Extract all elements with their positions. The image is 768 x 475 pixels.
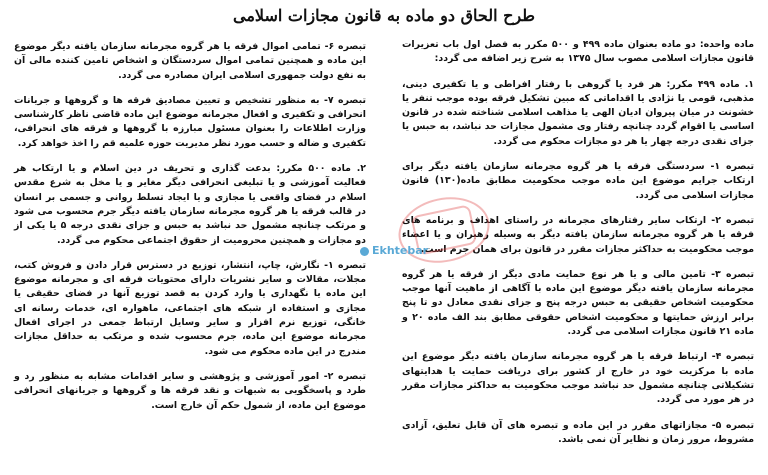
paragraph: تبصره ۳- تامین مالی و یا هر نوع حمایت مادی دیگر از فرقه یا هر گروه مجرمانه سازمان یافته دیگر موضوع این ماده با آگاهی از ماهیت آنها موجب محکومیت اشخاص حقیقی به حبس درجه پنج و جزای نقدی معادل دو تا پنج برابر ارزش حمایتها و محکومیت اشخاص حقوقی مطابق بند الف ماده ۲۰ و ماده ۲۱ قانون مجازات اسلامی می گردد. [402,268,754,338]
paragraph: تبصره ۱- سردستگی فرقه یا هر گروه مجرمانه سازمان یافته دیگر برای ارتکاب جرایم موضوع این ماده موجب محکومیت مطابق ماده(۱۳۰) قانون مجازات اسلامی می گردد. [402,161,754,201]
document-title: طرح الحاق دو ماده به قانون مجازات اسلامی [233,6,535,25]
paragraph: تبصره ۲- امور آموزشی و پژوهشی و سایر اقدامات مشابه به منظور رد و طرد و پاسخگویی به شبهات و نقد فرقه ها و گروهها و جریانهای انحرافی موضوع این ماده، از شمول حکم آن خارج است. [14,370,367,411]
paragraph: ۱. ماده ۴۹۹ مکرر: هر فرد یا گروهی با رفتار افراطی و یا تکفیری دینی، مذهبی، قومی یا نژادی یا اقداماتی که مبین تشکیل فرقه بوده موجب تنفر یا خشونت در میان پیروان ادیان الهی یا مذاهب اسلامی شناخته شده در قانون اساسی یا اقوام گردد چنانچه رفتار وی مشمول مجازات حد نباشد، به حبس یا جزای نقدی درجه چهار یا هر دو مجازات محکوم می گردد. [402,78,754,147]
paragraph: تبصره ۲- ارتکاب سایر رفتارهای مجرمانه در راستای اهداف و برنامه های فرقه یا هر گروه مجرمانه سازمان یافته دیگر به وسیله رهبران و یا اعضاء موجب محکومیت به حداکثر مجازات مقرر در قانون برای همان جرم است. [402,214,755,255]
paragraph: تبصره ۵- مجازاتهای مقرر در این ماده و تبصره های آن قابل تعلیق، آزادی مشروط، مرور زمان و نظایر آن نمی باشد. [402,419,754,445]
paragraph: ماده واحده: دو ماده بعنوان ماده ۴۹۹ و ۵۰۰ مکرر به فصل اول باب تعزیرات قانون مجازات اسلامی مصوب سال ۱۳۷۵ به شرح زیر اضافه می گردد: [402,39,755,65]
left-column [14,40,366,424]
logo-icon [360,247,369,256]
watermark-text: Ekhtebar [372,244,429,257]
paragraph: تبصره ۴- ارتباط فرقه یا هر گروه مجرمانه سازمان یافته دیگر موضوع این ماده با مرکزیت خود در خارج از کشور برای دریافت حمایت یا هدایتهای تشکیلاتی چنانچه مشمول حد نباشد موجب محکومیت به حداکثر مجازات مقرر در هر مورد می گردد. [402,351,754,406]
paragraph: تبصره ۶- تمامی اموال فرقه یا هر گروه مجرمانه سازمان یافته دیگر موضوع این ماده و همچنین تمامی اموال سردستگان و اشخاص تامین کننده مالی آن به نفع دولت جمهوری اسلامی ایران مصادره می گردد. [14,41,366,81]
paragraph: ۲. ماده ۵۰۰ مکرر: بدعت گذاری و تحریف در دین اسلام و یا ارتکاب هر فعالیت آموزشی و یا تبلیغی انحرافی دیگر مغایر و یا مخل به شرع مقدس اسلام در فضای واقعی یا مجازی و یا ایجاد تسلط روانی و جسمی بر انسان در قالب فرقه یا هر گروه مجرمانه سازمان یافته دیگر جرم محسوب می شود و مرتکب چنانچه مشمول حد نباشد به حبس و جزای نقدی درجه ۵ یا یکی از دو مجازات و همچنین محرومیت از حقوق اجتماعی محکوم می گردد. [14,163,366,246]
ekhtebar-watermark [360,244,428,257]
paragraph: تبصره ۷- به منظور تشخیص و تعیین مصادیق فرقه ها و گروهها و جریانات انحرافی و تکفیری و افعال مجرمانه موضوع این ماده قاضی ناظر کارشناسی وزارت اطلاعات را بعنوان مسئول مبارزه با گروهها و فرقه های انحرافی، تکفیری و ضاله و حسب مورد نظر مدیریت حوزه علمیه قم را اخذ خواهد کرد. [14,94,366,149]
paragraph: تبصره ۱- نگارش، چاپ، انتشار، توزیع در دسترس قرار دادن و فروش کتب، مجلات، مقالات و سایر نشریات دارای محتویات فرقه ای و مجرمانه موضوع این ماده یا نگهداری یا وارد کردن به قصد توزیع آنها در فضای حقیقی یا مجازی و استفاده از شبکه های اجتماعی، ماهواره ای، خدمات رسانه ای خانگی، توزیع نرم افزار و سایر وسایل ارتباط جمعی در اجرای افعال مجرمانه موضوع این ماده، جرم محسوب شده و مرتکب به حداقل مجازات مندرج در این ماده محکوم می شود. [14,259,366,357]
